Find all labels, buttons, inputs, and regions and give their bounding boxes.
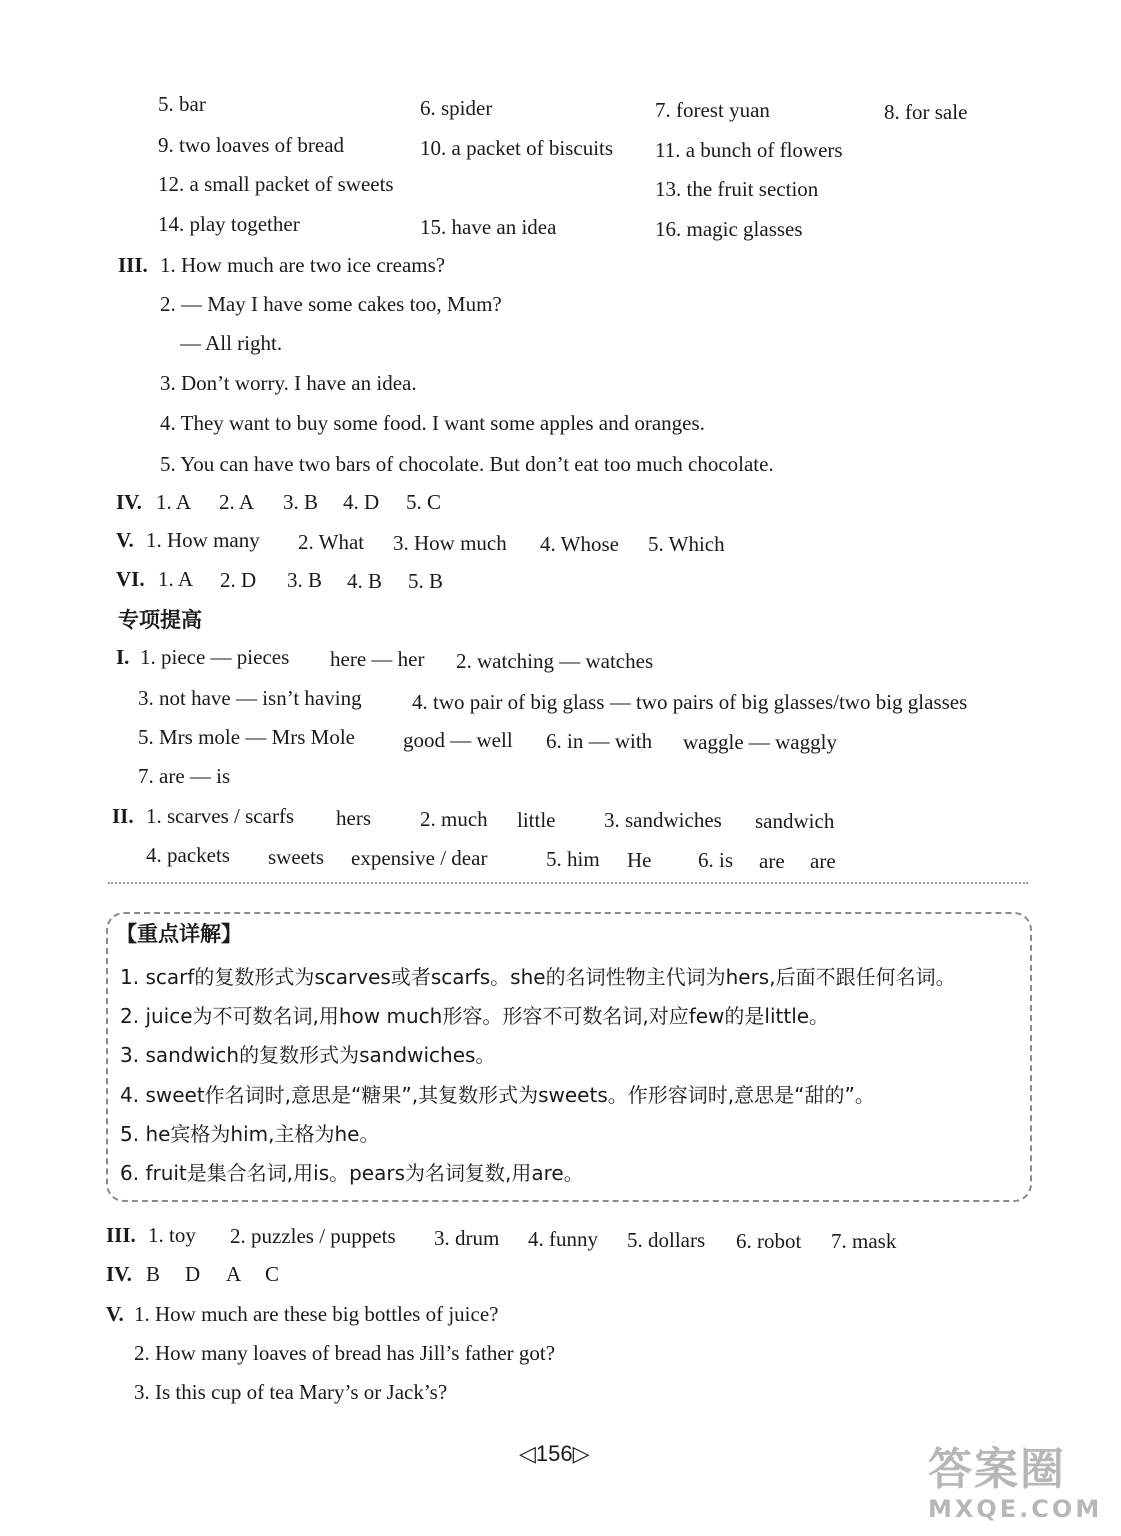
- section-iii-item-2-reply: — All right.: [180, 331, 283, 355]
- section-iv-answer-5: 5. C: [406, 490, 442, 514]
- after-iv-3: A: [226, 1262, 242, 1286]
- section-iii-item-5: 5. You can have two bars of chocolate. But don’t eat too much chocolate.: [160, 452, 774, 476]
- after-iii-1: 1. toy: [148, 1223, 196, 1247]
- word-11: 11. a bunch of flowers: [655, 138, 843, 162]
- key-point-4: 4. sweet作名词时,意思是“糖果”,其复数形式为sweets。作形容词时,意思是“甜的”。: [120, 1083, 875, 1107]
- special-ii-6a: 6. is: [698, 848, 734, 872]
- after-iii-label: III.: [106, 1223, 136, 1247]
- word-9: 9. two loaves of bread: [158, 133, 345, 157]
- after-iv-4: C: [265, 1262, 280, 1286]
- special-i-3: 3. not have — isn’t having: [138, 686, 362, 710]
- word-12: 12. a small packet of sweets: [158, 172, 394, 196]
- special-ii-5a: 5. him: [546, 847, 600, 871]
- special-i-6b: waggle — waggly: [683, 730, 837, 754]
- after-v-2: 2. How many loaves of bread has Jill’s father got?: [134, 1341, 556, 1365]
- word-16: 16. magic glasses: [655, 217, 803, 241]
- section-v-answer-4: 4. Whose: [540, 532, 619, 556]
- after-iii-5: 5. dollars: [627, 1228, 706, 1252]
- section-iv-label: IV.: [116, 490, 142, 514]
- word-13: 13. the fruit section: [655, 177, 819, 201]
- word-5: 5. bar: [158, 92, 206, 116]
- after-iii-3: 3. drum: [434, 1226, 500, 1250]
- section-iv-answer-4: 4. D: [343, 490, 380, 514]
- section-v-answer-1: 1. How many: [146, 528, 260, 552]
- special-ii-4b: sweets: [268, 845, 324, 869]
- word-14: 14. play together: [158, 212, 300, 236]
- special-i-1b: here — her: [330, 647, 425, 671]
- word-7: 7. forest yuan: [655, 98, 770, 122]
- watermark-top-text: 答案圈: [928, 1444, 1066, 1495]
- section-iii-item-1: 1. How much are two ice creams?: [160, 253, 446, 277]
- special-i-4: 4. two pair of big glass — two pairs of big glasses/two big glasses: [412, 690, 968, 714]
- special-heading: 专项提高: [118, 608, 202, 632]
- section-v-answer-2: 2. What: [298, 530, 365, 554]
- section-vi-answer-3: 3. B: [287, 568, 323, 592]
- special-ii-6b: are: [759, 849, 785, 873]
- special-ii-6c: are: [810, 849, 836, 873]
- key-point-5: 5. he宾格为him,主格为he。: [120, 1122, 380, 1146]
- special-ii-3a: 3. sandwiches: [604, 808, 722, 832]
- special-ii-2b: little: [517, 808, 556, 832]
- special-ii-1a: 1. scarves / scarfs: [146, 804, 295, 828]
- word-8: 8. for sale: [884, 100, 968, 124]
- section-vi-answer-2: 2. D: [220, 568, 257, 592]
- after-v-3: 3. Is this cup of tea Mary’s or Jack’s?: [134, 1380, 448, 1404]
- word-6: 6. spider: [420, 96, 493, 120]
- special-ii-1b: hers: [336, 806, 371, 830]
- after-iv-label: IV.: [106, 1262, 132, 1286]
- section-iii-label: III.: [118, 253, 148, 277]
- page-number: ◁156▷: [519, 1441, 590, 1466]
- section-iv-answer-1: 1. A: [156, 490, 192, 514]
- after-iv-1: B: [146, 1262, 161, 1286]
- special-i-5a: 5. Mrs mole — Mrs Mole: [138, 725, 355, 749]
- section-vi-answer-4: 4. B: [347, 569, 383, 593]
- special-ii-2a: 2. much: [420, 807, 488, 831]
- section-iii-item-2: 2. — May I have some cakes too, Mum?: [160, 292, 502, 316]
- section-iii-item-3: 3. Don’t worry. I have an idea.: [160, 371, 417, 395]
- watermark-bottom-text: MXQE.COM: [928, 1495, 1103, 1523]
- special-i-2: 2. watching — watches: [456, 649, 654, 673]
- section-v-answer-5: 5. Which: [648, 532, 725, 556]
- after-iii-2: 2. puzzles / puppets: [230, 1224, 396, 1248]
- key-point-6: 6. fruit是集合名词,用is。pears为名词复数,用are。: [120, 1161, 584, 1185]
- after-iv-2: D: [185, 1262, 201, 1286]
- special-ii-label: II.: [112, 804, 134, 828]
- section-vi-label: VI.: [116, 567, 145, 591]
- watermark-logo: [928, 1445, 1114, 1531]
- section-vi-answer-1: 1. A: [158, 567, 194, 591]
- word-15: 15. have an idea: [420, 215, 557, 239]
- special-i-7: 7. are — is: [138, 764, 231, 788]
- key-point-2: 2. juice为不可数名词,用how much形容。形容不可数名词,对应few的是little。: [120, 1004, 830, 1028]
- special-ii-3b: sandwich: [755, 809, 835, 833]
- special-i-1a: 1. piece — pieces: [140, 645, 290, 669]
- section-iv-answer-3: 3. B: [283, 490, 319, 514]
- after-iii-4: 4. funny: [528, 1227, 598, 1251]
- after-iii-7: 7. mask: [831, 1229, 897, 1253]
- section-divider: [108, 882, 1028, 884]
- special-i-label: I.: [116, 645, 130, 669]
- special-i-6a: 6. in — with: [546, 729, 653, 753]
- key-point-3: 3. sandwich的复数形式为sandwiches。: [120, 1043, 496, 1067]
- key-point-1: 1. scarf的复数形式为scarves或者scarfs。she的名词性物主代词为hers,后面不跟任何名词。: [120, 965, 956, 989]
- section-vi-answer-5: 5. B: [408, 569, 444, 593]
- section-v-label: V.: [116, 528, 134, 552]
- after-iii-6: 6. robot: [736, 1229, 802, 1253]
- special-ii-5b: He: [627, 848, 652, 872]
- section-iv-answer-2: 2. A: [219, 490, 255, 514]
- page-number-value: 156: [535, 1441, 573, 1466]
- key-points-title: 【重点详解】: [116, 922, 242, 946]
- section-v-answer-3: 3. How much: [393, 531, 507, 555]
- word-10: 10. a packet of biscuits: [420, 136, 614, 160]
- special-ii-4c: expensive / dear: [351, 846, 488, 870]
- special-ii-4a: 4. packets: [146, 843, 230, 867]
- special-i-5b: good — well: [403, 728, 513, 752]
- after-v-label: V.: [106, 1302, 124, 1326]
- section-iii-item-4: 4. They want to buy some food. I want some apples and oranges.: [160, 411, 705, 435]
- after-v-1: 1. How much are these big bottles of juice?: [134, 1302, 499, 1326]
